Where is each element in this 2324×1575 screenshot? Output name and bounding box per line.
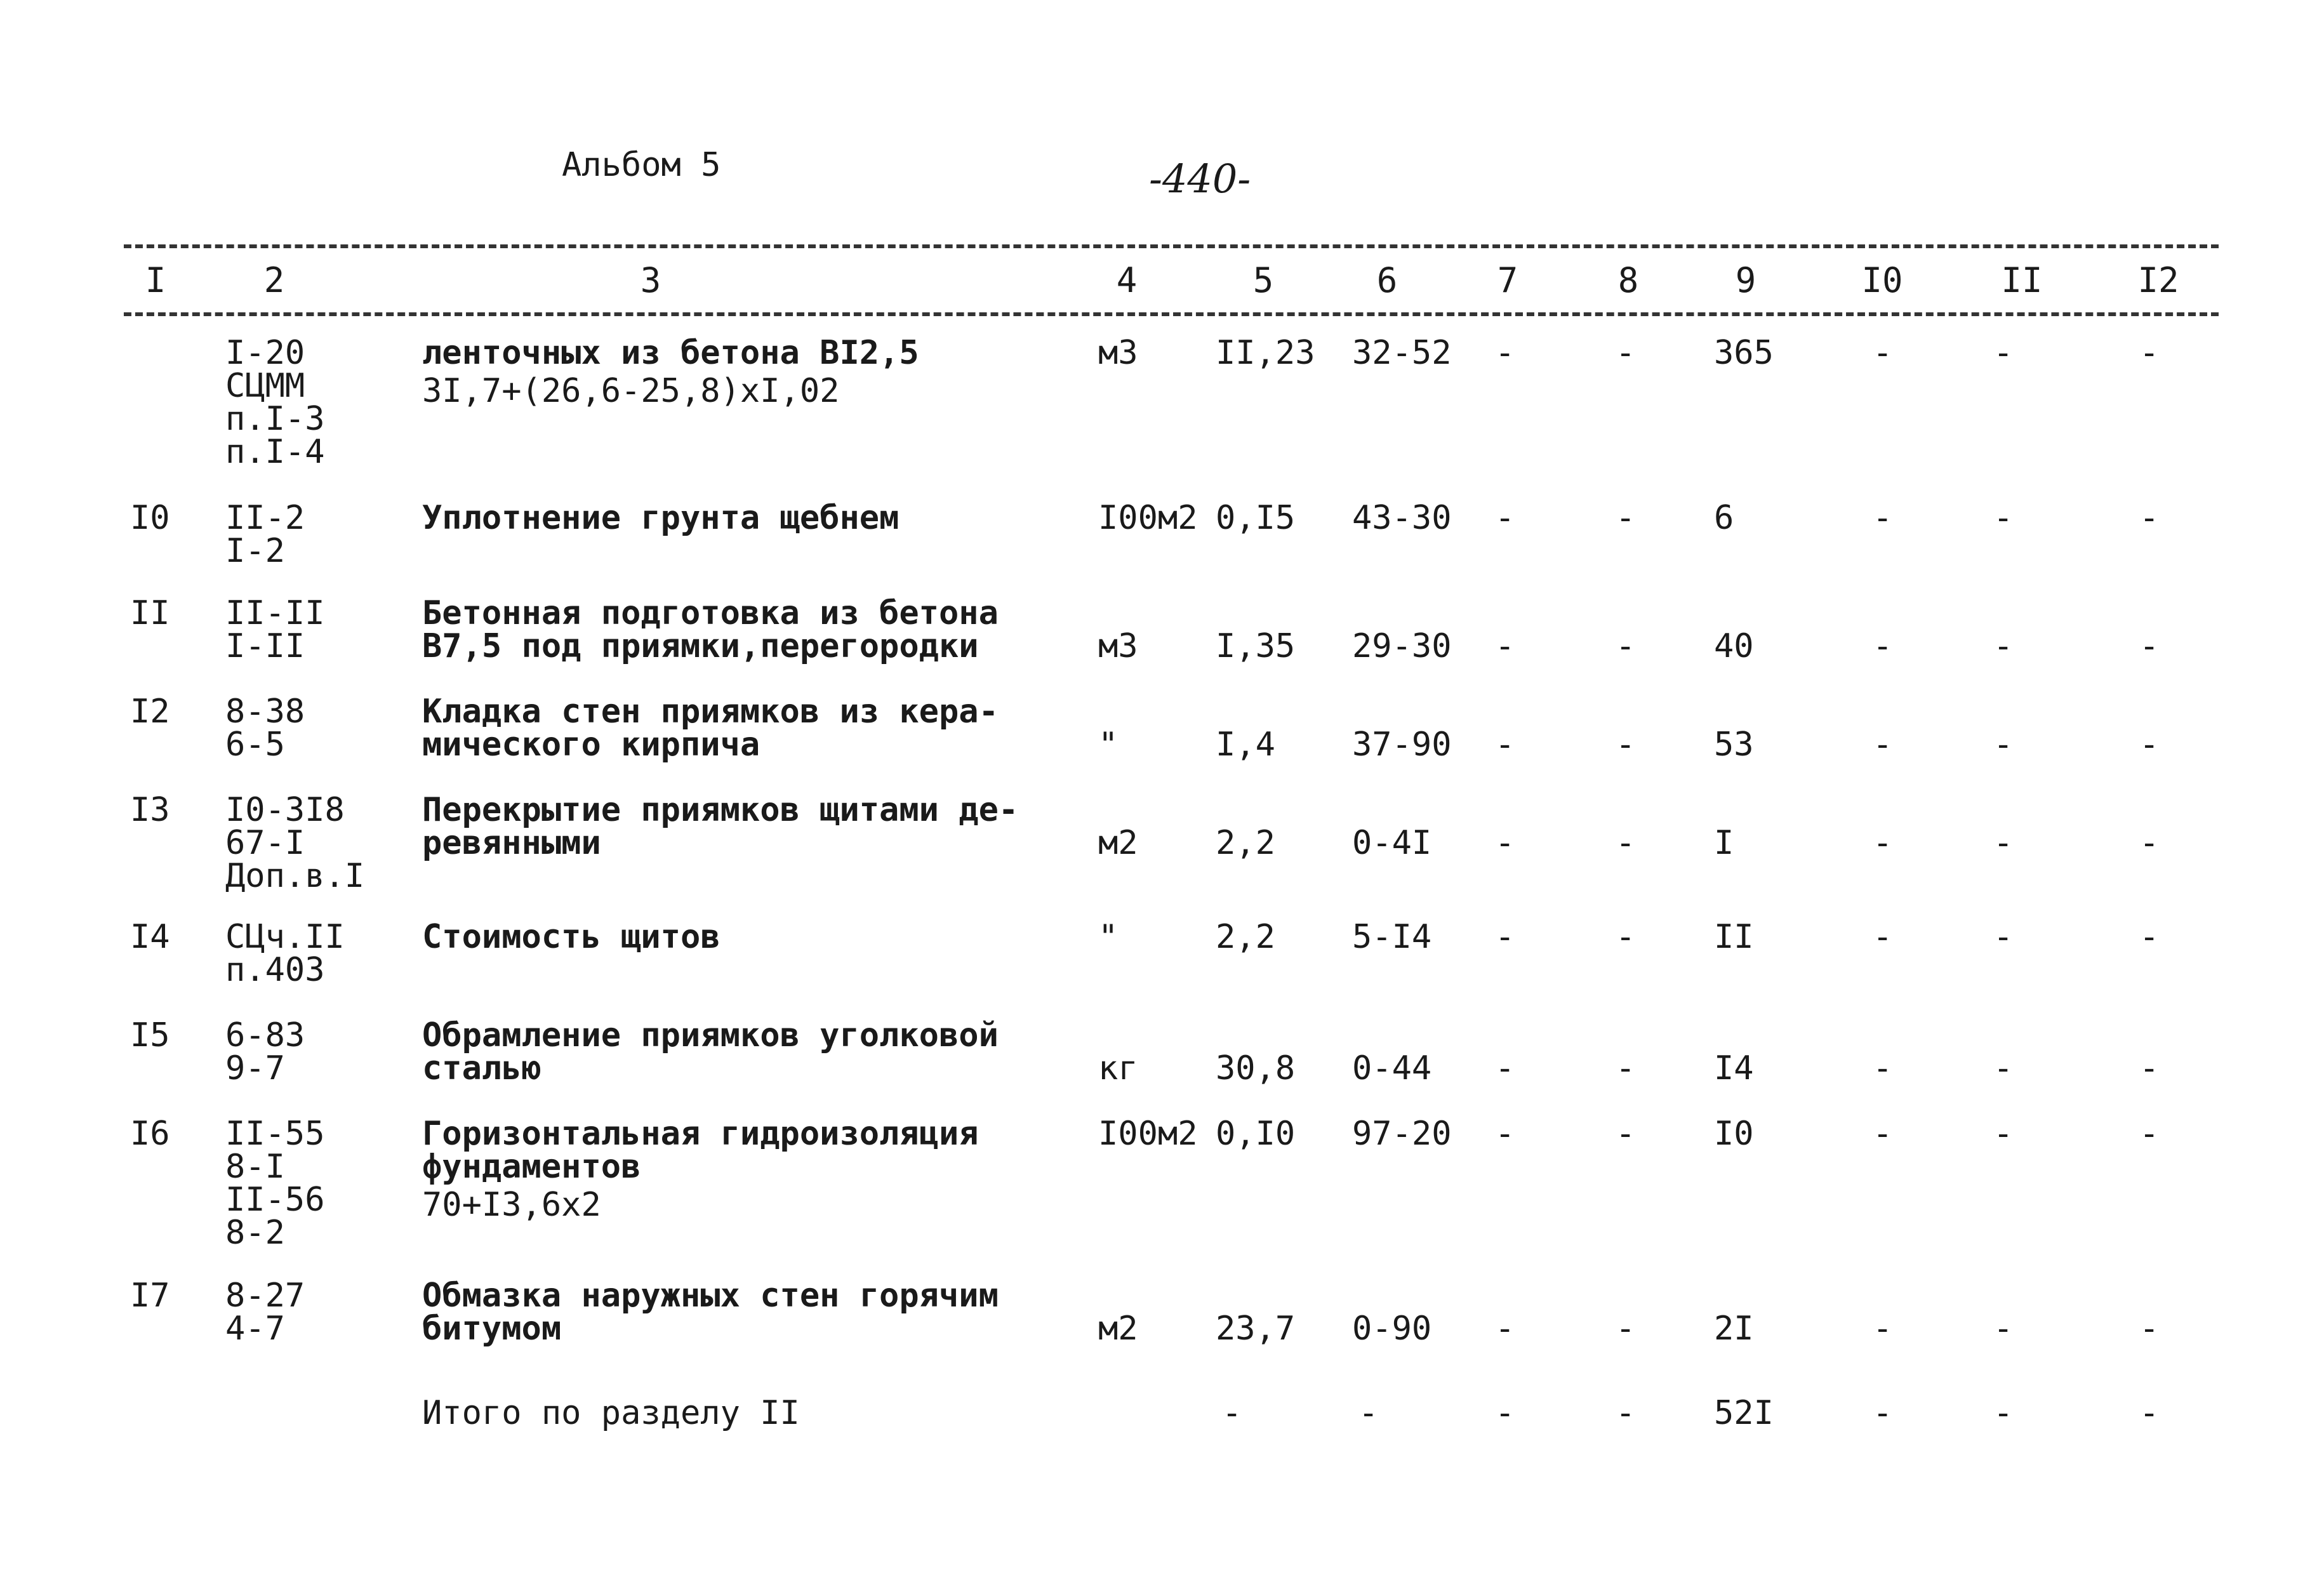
row-col12: - (2139, 627, 2160, 665)
row-col7: - (1495, 1310, 1515, 1348)
row-col12: - (2139, 1049, 2160, 1087)
row-description (422, 594, 999, 665)
row-col10: - (1873, 726, 1893, 764)
row-codes (225, 791, 365, 895)
row-price: 0-4I (1352, 824, 1432, 862)
row-price: 29-30 (1352, 627, 1452, 665)
total-c12: - (2139, 1394, 2160, 1432)
row-col11: - (1993, 627, 2014, 665)
row-col12: - (2139, 726, 2160, 764)
description-line: сталью (422, 1049, 541, 1087)
description-line: ревянными (422, 824, 601, 862)
row-col11: - (1993, 334, 2014, 372)
code-line: I0-3I8 (225, 791, 345, 829)
row-description (422, 791, 1019, 862)
row-col11: - (1993, 726, 2014, 764)
row-col8: - (1616, 334, 1636, 372)
total-qty: - (1222, 1394, 1242, 1432)
row-codes (225, 1016, 305, 1087)
row-description (422, 1016, 999, 1087)
col-header-2: 2 (263, 260, 285, 300)
row-number: I7 (130, 1277, 170, 1315)
code-line: II-II (225, 594, 325, 632)
description-line: Горизонтальная гидроизоляция (422, 1115, 979, 1153)
col-header-11: II (2001, 260, 2043, 300)
row-col8: - (1616, 1310, 1636, 1348)
row-codes (225, 1115, 325, 1252)
col-header-6: 6 (1376, 260, 1398, 300)
row-col11: - (1993, 824, 2014, 862)
total-c8: - (1616, 1394, 1636, 1432)
row-quantity: I,4 (1216, 726, 1275, 764)
row-description (422, 1115, 979, 1224)
row-unit: м3 (1098, 627, 1138, 665)
total-price: - (1358, 1394, 1379, 1432)
row-col9: 365 (1714, 334, 1774, 372)
row-codes (225, 693, 305, 764)
row-col10: - (1873, 1049, 1893, 1087)
row-price: 0-44 (1352, 1049, 1432, 1087)
row-col7: - (1495, 824, 1515, 862)
row-number: II (130, 594, 170, 632)
row-description (422, 336, 919, 408)
code-line: п.403 (225, 951, 325, 989)
row-number: I0 (130, 499, 170, 537)
row-quantity: 2,2 (1216, 918, 1275, 956)
row-col11: - (1993, 1049, 2014, 1087)
row-price: 43-30 (1352, 499, 1452, 537)
code-line: 8-I (225, 1148, 285, 1186)
row-col11: - (1993, 918, 2014, 956)
row-col10: - (1873, 918, 1893, 956)
code-line: п.I-3 (225, 400, 325, 438)
total-c11: - (1993, 1394, 2014, 1432)
col-header-5: 5 (1252, 260, 1274, 300)
description-line: Обрамление приямков уголковой (422, 1016, 999, 1054)
row-col8: - (1616, 918, 1636, 956)
row-price: 0-90 (1352, 1310, 1432, 1348)
code-line: 8-2 (225, 1214, 285, 1252)
row-col12: - (2139, 824, 2160, 862)
row-quantity: 0,I5 (1216, 499, 1296, 537)
row-col8: - (1616, 1115, 1636, 1153)
total-c9: 52I (1714, 1394, 1774, 1432)
col-header-8: 8 (1617, 260, 1639, 300)
description-line: Уплотнение грунта щебнем (422, 499, 900, 537)
row-unit: м3 (1098, 334, 1138, 372)
row-col7: - (1495, 627, 1515, 665)
row-col7: - (1495, 1115, 1515, 1153)
row-col9: 6 (1714, 499, 1734, 537)
code-line: 8-27 (225, 1277, 305, 1315)
description-line: битумом (422, 1310, 562, 1348)
row-quantity: 30,8 (1216, 1049, 1296, 1087)
row-number: I6 (130, 1115, 170, 1153)
row-quantity: I,35 (1216, 627, 1296, 665)
row-description (422, 499, 900, 537)
description-line: ленточных из бетона ВI2,5 (422, 334, 919, 372)
row-quantity: 2,2 (1216, 824, 1275, 862)
code-line: II-55 (225, 1115, 325, 1153)
row-codes (225, 499, 305, 570)
code-line: Доп.в.I (225, 857, 365, 895)
code-line: II-56 (225, 1181, 325, 1219)
row-col12: - (2139, 918, 2160, 956)
row-col8: - (1616, 824, 1636, 862)
row-col12: - (2139, 1115, 2160, 1153)
row-col10: - (1873, 499, 1893, 537)
row-number: I2 (130, 693, 170, 731)
code-line: I-2 (225, 532, 285, 570)
row-col8: - (1616, 1049, 1636, 1087)
row-unit: I00м2 (1098, 499, 1198, 537)
description-line: Бетонная подготовка из бетона (422, 594, 999, 632)
row-col11: - (1993, 499, 2014, 537)
row-col9: I (1714, 824, 1734, 862)
code-line: II-2 (225, 499, 305, 537)
row-col10: - (1873, 627, 1893, 665)
row-unit: кг (1098, 1049, 1138, 1087)
row-col8: - (1616, 627, 1636, 665)
row-unit: " (1098, 726, 1119, 764)
col-header-12: I2 (2137, 260, 2179, 300)
row-quantity: 23,7 (1216, 1310, 1296, 1348)
row-description (422, 693, 999, 764)
row-codes (225, 1277, 305, 1348)
table-top-rule (124, 244, 2219, 248)
row-number: I4 (130, 918, 170, 956)
row-col10: - (1873, 1115, 1893, 1153)
table-header-rule (124, 312, 2219, 316)
row-price: 32-52 (1352, 334, 1452, 372)
row-col12: - (2139, 334, 2160, 372)
album-label: Альбом 5 (562, 146, 721, 184)
page-number: -440- (1149, 156, 1251, 202)
row-number: I3 (130, 791, 170, 829)
col-header-4: 4 (1116, 260, 1138, 300)
col-header-1: I (145, 260, 166, 300)
row-col9: I0 (1714, 1115, 1754, 1153)
description-line: В7,5 под приямки,перегородки (422, 627, 979, 665)
row-col10: - (1873, 334, 1893, 372)
code-line: 6-5 (225, 726, 285, 764)
description-line: Кладка стен приямков из кера- (422, 693, 999, 731)
code-line: п.I-4 (225, 433, 325, 471)
row-col10: - (1873, 1310, 1893, 1348)
row-description (422, 1277, 999, 1348)
row-col9: 2I (1714, 1310, 1754, 1348)
description-line: Перекрытие приямков щитами де- (422, 791, 1019, 829)
code-line: 4-7 (225, 1310, 285, 1348)
row-col8: - (1616, 726, 1636, 764)
row-col12: - (2139, 1310, 2160, 1348)
calculation-line: 70+I3,6x2 (422, 1186, 601, 1224)
row-col7: - (1495, 334, 1515, 372)
row-col9: I4 (1714, 1049, 1754, 1087)
row-price: 37-90 (1352, 726, 1452, 764)
row-codes (225, 920, 345, 987)
row-quantity: II,23 (1216, 334, 1315, 372)
row-col9: II (1714, 918, 1754, 956)
row-col9: 53 (1714, 726, 1754, 764)
row-description (422, 920, 720, 954)
row-col8: - (1616, 499, 1636, 537)
row-unit: м2 (1098, 1310, 1138, 1348)
code-line: I-20 (225, 334, 305, 372)
row-unit: " (1098, 918, 1119, 956)
description-line: фундаментов (422, 1148, 641, 1186)
row-col11: - (1993, 1310, 2014, 1348)
description-line: Обмазка наружных стен горячим (422, 1277, 999, 1315)
row-col11: - (1993, 1115, 2014, 1153)
row-col7: - (1495, 1049, 1515, 1087)
code-line: 8-38 (225, 693, 305, 731)
code-line: 9-7 (225, 1049, 285, 1087)
row-unit: I00м2 (1098, 1115, 1198, 1153)
code-line: 67-I (225, 824, 305, 862)
total-c10: - (1873, 1394, 1893, 1432)
col-header-7: 7 (1497, 260, 1518, 300)
description-line: Стоимость щитов (422, 918, 720, 956)
code-line: СЦММ (225, 367, 305, 405)
row-col7: - (1495, 918, 1515, 956)
col-header-9: 9 (1735, 260, 1756, 300)
description-line: мического кирпича (422, 726, 760, 764)
col-header-10: I0 (1861, 260, 1903, 300)
row-col7: - (1495, 726, 1515, 764)
row-col7: - (1495, 499, 1515, 537)
col-header-3: 3 (640, 260, 661, 300)
code-line: 6-83 (225, 1016, 305, 1054)
row-col10: - (1873, 824, 1893, 862)
total-c7: - (1495, 1394, 1515, 1432)
row-unit: м2 (1098, 824, 1138, 862)
row-codes (225, 336, 325, 469)
code-line: СЦч.II (225, 918, 345, 956)
row-price: 97-20 (1352, 1115, 1452, 1153)
calculation-line: 3I,7+(26,6-25,8)xI,02 (422, 372, 840, 410)
code-line: I-II (225, 627, 305, 665)
row-quantity: 0,I0 (1216, 1115, 1296, 1153)
row-codes (225, 594, 325, 665)
row-number: I5 (130, 1016, 170, 1054)
total-label: Итого по разделу II (422, 1394, 800, 1432)
row-col12: - (2139, 499, 2160, 537)
row-col9: 40 (1714, 627, 1754, 665)
row-price: 5-I4 (1352, 918, 1432, 956)
